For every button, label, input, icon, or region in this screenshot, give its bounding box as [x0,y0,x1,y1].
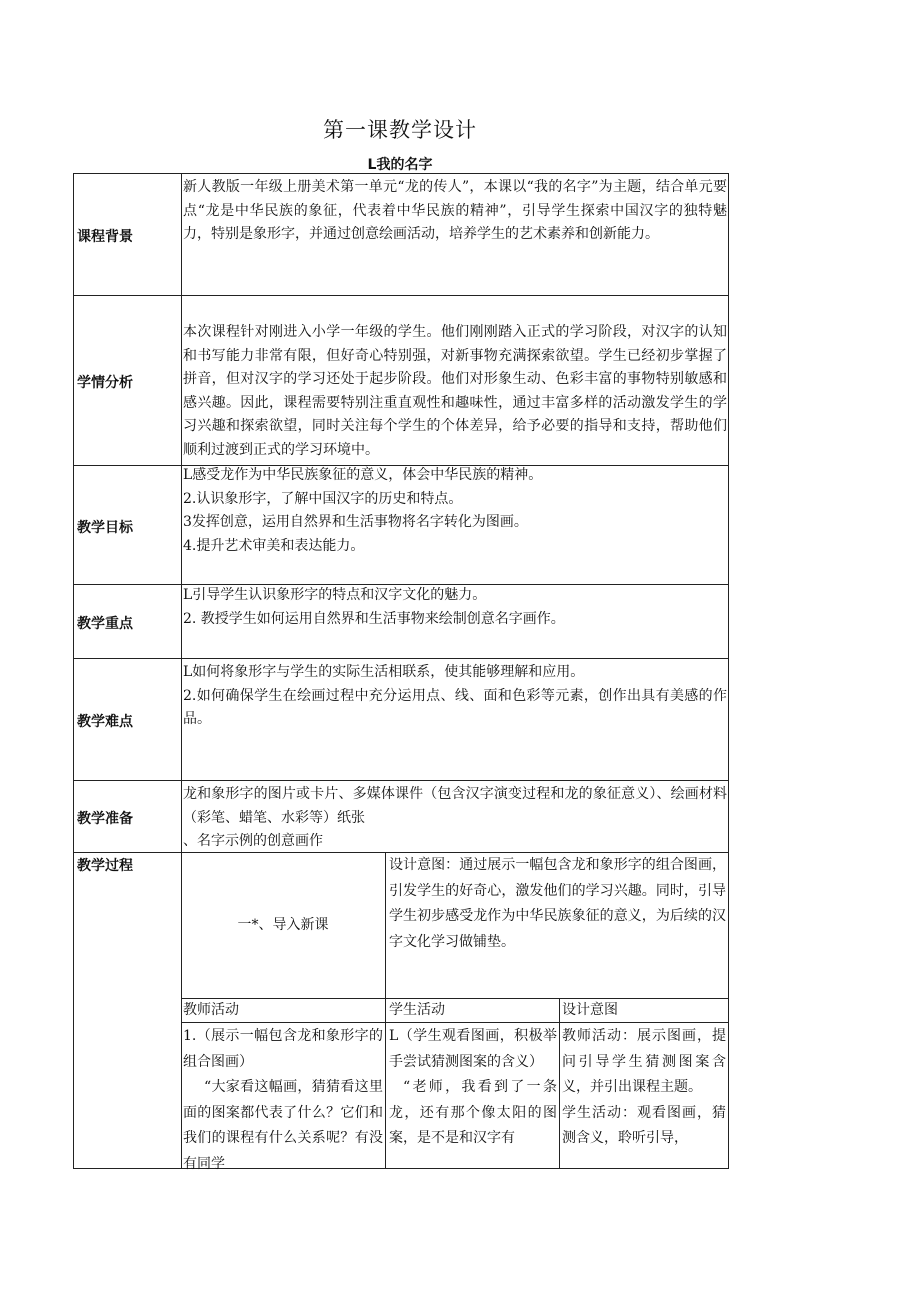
teaching-difficulty-list [183,661,727,732]
label-course-background: 课程背景 [77,229,133,245]
list-item: 2. 教授学生如何运用自然界和生活事物来绘制创意名字画作。 [183,610,565,627]
page-title: 第一课教学设计 [323,118,477,142]
header-teacher-activity: 教师活动 [183,1002,239,1018]
teaching-focus-list [183,584,727,631]
label-teaching-focus: 教学重点 [77,616,133,632]
list-item: 2.如何确保学生在绘画过程中充分运用点、线、面和色彩等元素，创作出具有美感的作品。 [183,687,727,727]
label-teaching-goals: 教学目标 [77,520,133,536]
list-item: L如何将象形字与学生的实际生活相联系，使其能够理解和应用。 [183,664,585,680]
teaching-prep-text: 龙和象形字的图片或卡片、多媒体课件（包含汉字演变过程和龙的象征意义）、绘画材料（彩笔、蜡笔、水彩等）纸张 、名字示例的创意画作 [183,786,727,849]
teacher-activity-cell: 1.（展示一幅包含龙和象形字的组合图画） “大家看这幅画，猜猜看这里面的图案都代表了什么？它们和我们的课程有什么关系呢？有没有同学 [183,1028,383,1172]
process-stage-title: 一*、导入新课 [237,917,329,933]
teaching-goals-list [183,464,727,558]
design-intent-cell: 教师活动：展示图画，提问引导学生猜测图案含义，并引出课程主题。 学生活动：观看图画，猜测含义，聆听引导， [562,1028,726,1146]
label-teaching-prep: 教学准备 [77,811,133,827]
list-item: L引导学生认识象形字的特点和汉字文化的魅力。 [183,587,487,603]
lesson-subtitle: L我的名字 [367,157,433,173]
label-student-analysis: 学情分析 [77,375,133,391]
process-stage-intent: 设计意图：通过展示一幅包含龙和象形字的组合图画，引发学生的好奇心，激发他们的学习兴趣。同时，引导学生初步感受龙作为中华民族象征的意义，为后续的汉字文化学习做铺垫。 [389,857,726,950]
list-item: 2.认识象形字，了解中国汉字的历史和特点。 [183,490,463,507]
list-item: 3发挥创意，运用自然界和生活事物将名字转化为图画。 [183,514,528,530]
header-student-activity: 学生活动 [389,1002,445,1018]
list-item: 4.提升艺术审美和表达能力。 [183,537,365,554]
list-item: L感受龙作为中华民族象征的意义，体会中华民族的精神。 [183,467,543,483]
label-teaching-difficulty: 教学难点 [77,714,133,730]
course-background-text: 新人教版一年级上册美术第一单元“龙的传人”，本课以“我的名字”为主题，结合单元要点“龙是中华民族的象征，代表着中华民族的精神”，引导学生探索中国汉字的独特魅力，特别是象形字，并通过创意绘画活动，培养学生的艺术素养和创新能力。 [183,179,727,242]
label-teaching-process: 教学过程 [77,858,133,874]
student-analysis-text: 本次课程针对刚进入小学一年级的学生。他们刚刚踏入正式的学习阶段，对汉字的认知和书写能力非常有限，但好奇心特别强，对新事物充满探索欲望。学生已经初步掌握了拼音，但对汉字的学习还处于起步阶段。他们对形象生动、色彩丰富的事物特别敏感和感兴趣。因此，课程需要特别注重直观性和趣味性，通过丰富多样的活动激发学生的学习兴趣和探索欲望，同时关注每个学生的个体差异，给予必要的指导和支持，帮助他们顺利过渡到正式的学习环境中。 [183,324,727,458]
header-design-intent: 设计意图 [562,1002,618,1018]
student-activity-cell: L（学生观看图画，积极举手尝试猜测图案的含义） “老师，我看到了一条龙，还有那个像太阳的图案，是不是和汉字有 [389,1028,557,1146]
